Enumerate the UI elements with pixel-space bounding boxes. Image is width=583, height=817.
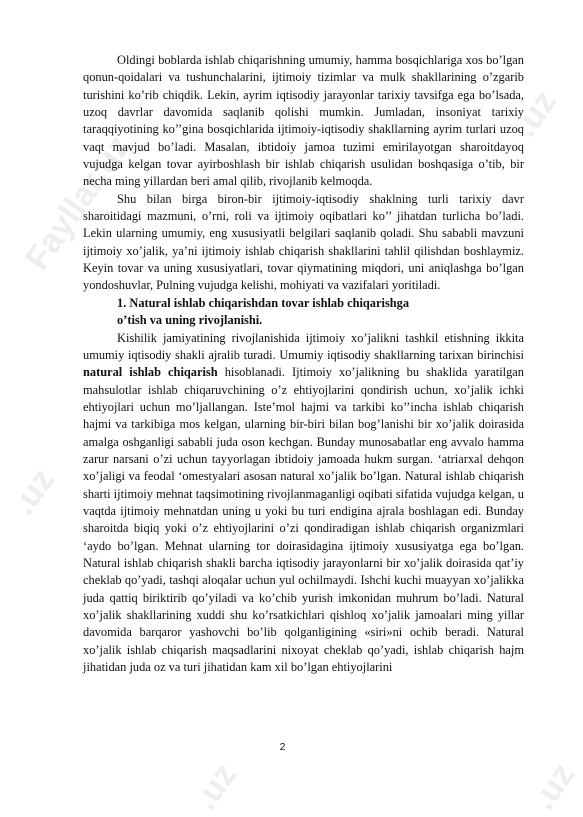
bold-term-natural-production: natural ishlab chiqarish	[83, 365, 218, 380]
page-number: 2	[279, 741, 286, 753]
watermark-left: .uz	[4, 461, 63, 522]
watermark-main: Fayllar.uz	[18, 128, 139, 277]
paragraph-forms: Shu bilan birga biron-bir ijtimoiy-iqtisodiy shaklning turli tarixiy davr sharoitidagi mazmuni, o’rni, roli va ijtimoiy oqibatlari ko’’ jihatdan turlicha bo’ladi. Lekin ularning umumiy, eng xususiyatli belgilari saqlanib qoladi. Shu sababli mavzuni ijtimoiy xo’jalik, ya’ni ijtimoiy ishlab chiqarish shakllarini tahlil qilishdan boshlaymiz. Keyin tovar va uning xususiyatlari, tovar qiymatining miqdori, uni aniqlashga bo’lgan yondoshuvlar, Pulning vujudga kelishi, mohiyati va vazifalari yoritiladi.	[83, 191, 524, 293]
section-heading-line-1: 1. Natural ishlab chiqarishdan tovar ishlab chiqarishga	[117, 295, 410, 310]
watermark-bottom-left: .uz	[186, 756, 245, 817]
paragraph-natural-production	[83, 330, 524, 677]
paragraph-intro: Oldingi boblarda ishlab chiqarishning umumiy, hamma bosqichlariga xos bo’lgan qonun-qoidalari va tushunchalarini, ijtimoiy tizimlar va mulk shakllarining o’zgarib turishini ko’rib chiqdik. Lekin, ayrim iqtisodiy jarayonlar tarixiy tavsifga ega bo’lsada, uzoq davrlar davomida saqlanib qolishi mumkin. Jumladan, insoniyat tarixiy taraqqiyotining ko’’gina bosqichlarida ijtimoiy-iqtisodiy shakllarning ayrim turlari uzoq vaqt mavjud bo’ladi. Masalan, ibtidoiy jamoa tuzimi emirilayotgan sharoitdayoq vujudga kelgan tovar ayirboshlash bir ishlab chiqarish usulidan boshqasiga o’tib, bir necha ming yillardan beri amal qilib, rivojlanib kelmoqda.	[83, 53, 524, 189]
document-page	[83, 52, 524, 676]
paragraph-natural-production-start: Kishilik jamiyatining rivojlanishida ijtimoiy xo’jalikni tashkil etishning ikkita umumiy iqtisodiy shakli ajralib turadi. Umumiy iqtisodiy shakllarning tarixan birinchisi	[83, 330, 524, 362]
watermark-bottom-right: .uz	[524, 756, 583, 817]
section-heading-line-2: o’tish va uning rivojlanishi.	[117, 313, 263, 328]
paragraph-natural-production-rest: hisoblanadi. Ijtimoiy xo’jalikning bu shaklida yaratilgan mahsulotlar ishlab chiqaruvchining o’z ehtiyojlarini qondirish uchun, xo’jalik ichki ehtiyojlari uchun mo’ljallangan. Iste’mol hajmi va tarkibi ko’’incha ishlab chiqarish hajmi va tarkibiga mos kelgan, ularning bir-biri bilan bog’lanishi bir xo’jalik doirasida amalga oshganligi sababli juda oson kechgan. Bunday munosabatlar eng avvalo hamma zarur narsani o’zi uchun tayyorlagan ibtidoiy jamoada hukm surgan. ‘atriarxal dehqon xo’jaligi va feodal ‘omestyalari asosan natural xo’jalik bo’lgan. Natural ishlab chiqarish sharti ijtimoiy mehnat taqsimotining rivojlanmaganligi oqibati sifatida vujudga kelgan, u vaqtda ijtimoiy mehnatdan uning u yoki bu turi endigina ajrala boshlagan edi. Bunday sharoitda biqiq yoki o’z ehtiyojlarini o’zi qondiradigan ishlab chiqarish organizmlari ‘aydo bo’lgan. Mehnat ularning tor doirasidagina ijtimoiy xususiyatga ega bo’lgan. Natural ishlab chiqarish shakli barcha iqtisodiy jarayonlarni bir xo’jalik doirasida qat’iy cheklab qo’yadi, tashqi aloqalar uchun yul ochilmaydi. Ishchi kuchi muayyan xo’jalikka juda qattiq biriktirib qo’yiladi va ko’chib yurish imkonidan muhrum bo’ladi. Natural xo’jalik shakllarining xuddi shu ko’rsatkichlari qishloq xo’jalik jamoalari ming yillar davomida barqaror yashovchi bo’lib qolganligining «siri»ni ochib beradi. Natural xo’jalik ishlab chiqarish maqsadlarini nixoyat cheklab qo’yadi, ishlab chiqarish hajm jihatidan juda oz va turi jihatidan kam xil bo’lgan ehtiyojlarini	[83, 365, 524, 675]
section-heading	[83, 295, 524, 330]
watermark-top-right: .uz	[506, 83, 565, 144]
